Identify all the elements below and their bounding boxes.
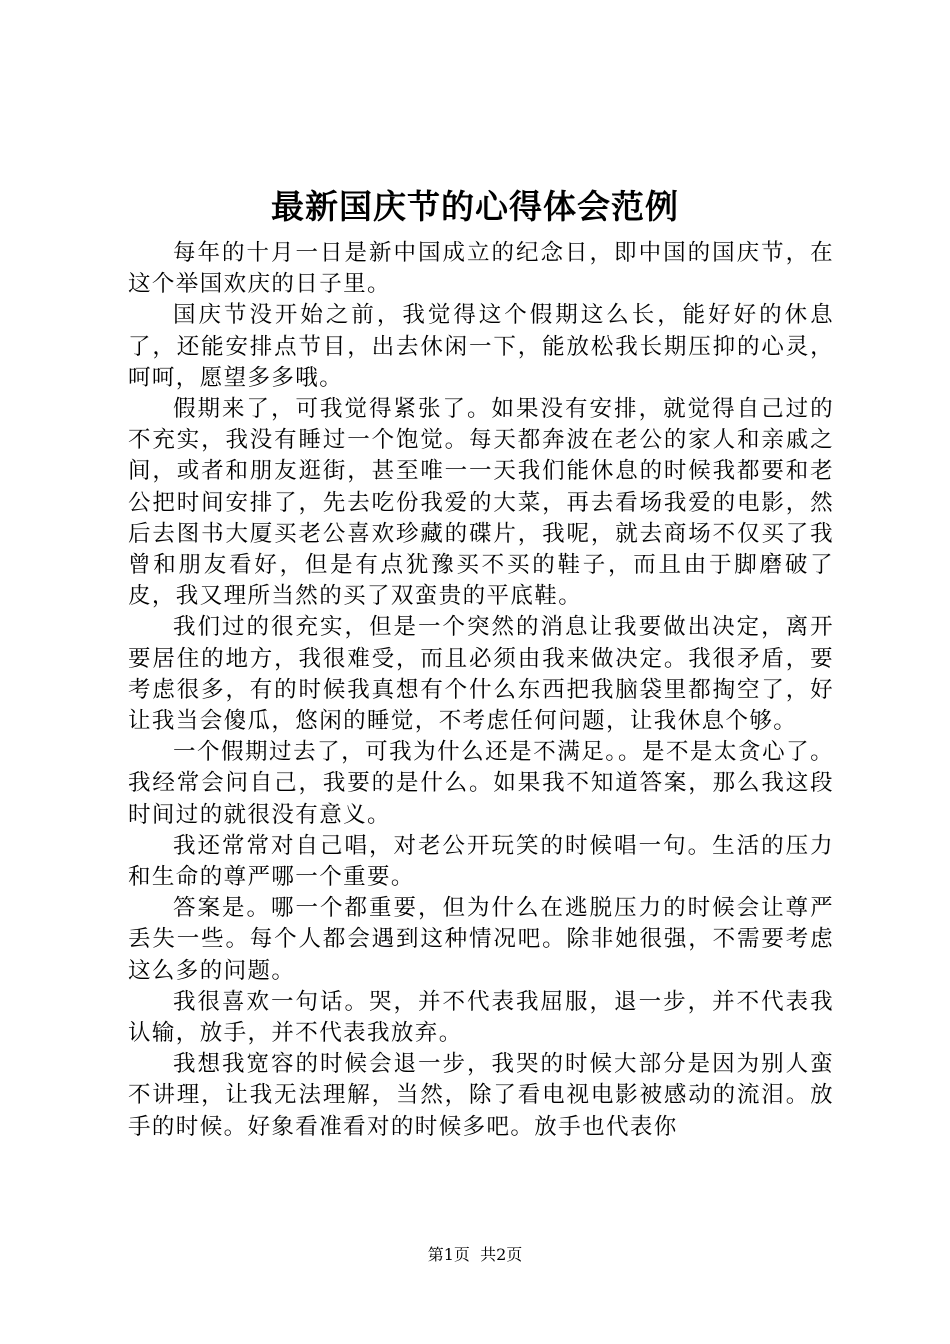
paragraph: 答案是。哪一个都重要，但为什么在逃脱压力的时候会让尊严丢失一些。每个人都会遇到这种情况吧。除非她很强，不需要考虑这么多的问题。	[128, 895, 834, 984]
paragraph: 我们过的很充实，但是一个突然的消息让我要做出决定，离开要居住的地方，我很难受，而且必须由我来做决定。我很矛盾，要考虑很多，有的时候我真想有个什么东西把我脑袋里都掏空了，好让我当会傻瓜，悠闲的睡觉，不考虑任何问题，让我休息个够。	[128, 614, 834, 735]
paragraph: 一个假期过去了，可我为什么还是不满足。。是不是太贪心了。我经常会问自己，我要的是什么。如果我不知道答案，那么我这段时间过的就很没有意义。	[128, 739, 834, 828]
document-body	[128, 238, 834, 1143]
paragraph: 我很喜欢一句话。哭，并不代表我屈服，退一步，并不代表我认输，放手，并不代表我放弃。	[128, 988, 834, 1047]
page-footer	[0, 1243, 950, 1267]
page-number-total: 共2页	[480, 1245, 523, 1264]
paragraph: 国庆节没开始之前，我觉得这个假期这么长，能好好的休息了，还能安排点节目，出去休闲一下，能放松我长期压抑的心灵，呵呵，愿望多多哦。	[128, 302, 834, 391]
footer-separator	[470, 1245, 480, 1264]
paragraph: 我想我宽容的时候会退一步，我哭的时候大部分是因为别人蛮不讲理，让我无法理解，当然，除了看电视电影被感动的流泪。放手的时候。好象看准看对的时候多吧。放手也代表你	[128, 1051, 834, 1140]
paragraph: 假期来了，可我觉得紧张了。如果没有安排，就觉得自己过的不充实，我没有睡过一个饱觉。每天都奔波在老公的家人和亲戚之间，或者和朋友逛街，甚至唯一一天我们能休息的时候我都要和老公把时间安排了，先去吃份我爱的大菜，再去看场我爱的电影，然后去图书大厦买老公喜欢珍藏的碟片，我呢，就去商场不仅买了我曾和朋友看好，但是有点犹豫买不买的鞋子，而且由于脚磨破了皮，我又理所当然的买了双蛮贵的平底鞋。	[128, 396, 834, 610]
paragraph: 每年的十月一日是新中国成立的纪念日，即中国的国庆节，在这个举国欢庆的日子里。	[128, 240, 834, 298]
page-number-current: 第1页	[427, 1245, 470, 1264]
paragraph: 我还常常对自己唱，对老公开玩笑的时候唱一句。生活的压力和生命的尊严哪一个重要。	[128, 832, 834, 891]
document-title: 最新国庆节的心得体会范例	[271, 187, 679, 226]
